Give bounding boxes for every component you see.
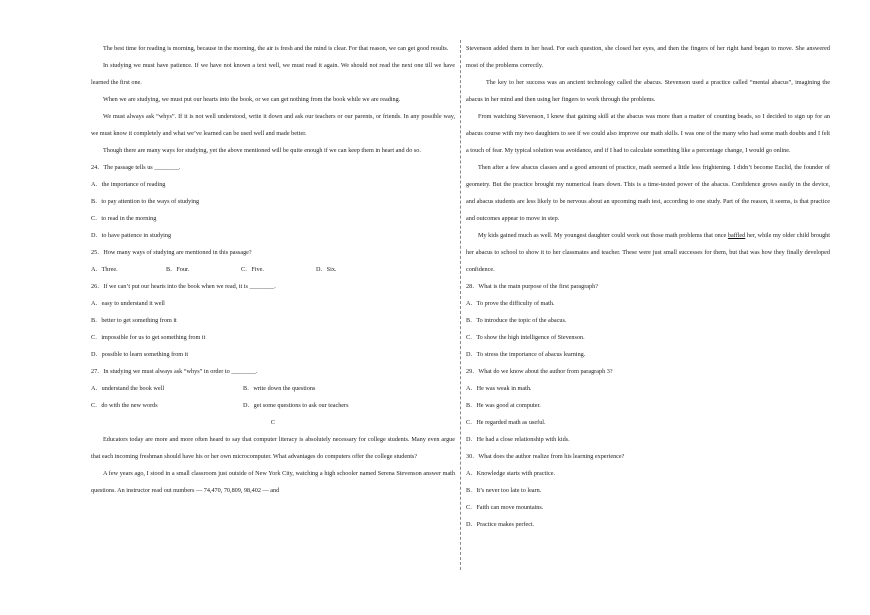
question-25-option-c: C．Five. bbox=[241, 266, 264, 273]
question-28-option-b: B．To introduce the topic of the abacus. bbox=[466, 317, 567, 324]
question-30-option-d: D．Practice makes perfect. bbox=[466, 521, 535, 528]
right-column bbox=[466, 40, 830, 533]
passage-paragraph: From watching Stevenson, I knew that gaining skill at the abacus was more than a matter of counting beads, so I decided to sign up for an abacus course with my two daughters to see if we could also improve our math skills. I was one of the many who had some math doubts and I felt a touch of fear. My typical solution was avoidance, and if I had to calculate something like a percentage change, I would go online. bbox=[466, 113, 830, 154]
question-29-option-c: C．He regarded math as useful. bbox=[466, 419, 546, 426]
question-28-option-d: D．To stress the importance of abacus learning. bbox=[466, 351, 586, 358]
question-24-option-d: D．to have patience in studying bbox=[91, 232, 172, 239]
passage-paragraph bbox=[466, 227, 830, 278]
question-24-stem: 24．The passage tells us ________. bbox=[91, 164, 181, 171]
question-29-option-d: D．He had a close relationship with kids. bbox=[466, 436, 570, 443]
paragraph-text: her, while my older child brought her abacus to school to show it to her classmates and teacher. These were just small successes for them, but that was how they finally developed confidence. bbox=[466, 232, 830, 273]
question-25-option-d: D．Six. bbox=[316, 266, 337, 273]
question-24-option-b: B．to pay attention to the ways of studying bbox=[91, 198, 200, 205]
question-26-option-b: B．better to get something from it bbox=[91, 317, 177, 324]
column-divider bbox=[460, 40, 461, 570]
passage-paragraph: The best time for reading is morning, because in the morning, the air is fresh and the mind is clear. For that reason, we can get good results. bbox=[103, 45, 449, 52]
question-26-option-d: D．possible to learn something from it bbox=[91, 351, 189, 358]
question-25-stem: 25．How many ways of studying are mentioned in this passage? bbox=[91, 249, 252, 256]
question-27-options-row-2 bbox=[91, 397, 455, 414]
question-25-option-b: B．Four. bbox=[166, 266, 190, 273]
question-24-option-c: C．to read in the morning bbox=[91, 215, 157, 222]
passage-paragraph: We must always ask “whys”. If it is not well understood, write it down and ask our teachers or our parents, or friends. In any possible way, we must know it completely and what we’ve learned can be used well and made better. bbox=[91, 113, 455, 137]
underlined-word: baffled bbox=[727, 232, 746, 239]
paragraph-text: My kids gained much as well. My youngest daughter could work out those math problems that once bbox=[478, 232, 728, 239]
question-25-option-a: A．Three. bbox=[91, 266, 118, 273]
section-heading: C bbox=[270, 419, 276, 426]
question-30-stem: 30．What does the author realize from his learning experience? bbox=[466, 453, 625, 460]
question-30-option-a: A．Knowledge starts with practice. bbox=[466, 470, 556, 477]
left-column bbox=[91, 40, 455, 499]
question-26-option-a: A．easy to understand it well bbox=[91, 300, 165, 307]
question-25-options bbox=[91, 261, 455, 278]
question-29-option-a: A．He was weak in math. bbox=[466, 385, 532, 392]
question-27-option-d: D．get some questions to ask our teachers bbox=[243, 402, 349, 409]
question-27-option-b: B．write down the questions bbox=[243, 385, 316, 392]
question-26-stem: 26．If we can’t put our hearts into the book when we read, it is ________. bbox=[91, 283, 276, 290]
passage-paragraph: Educators today are more and more often heard to say that computer literacy is absolutely necessary for college students. Many even argue that each incoming freshman should have his or her own microcomputer. What advantages do computers offer the college students? bbox=[91, 436, 455, 460]
passage-paragraph: The key to her success was an ancient technology called the abacus. Stevenson used a practice called “mental abacus”, imagining the abacus in her mind and then using her fingers to work through the problems. bbox=[466, 79, 830, 103]
passage-paragraph: When we are studying, we must put our hearts into the book, or we can get nothing from the book while we are reading. bbox=[103, 96, 401, 103]
question-30-option-c: C．Faith can move mountains. bbox=[466, 504, 544, 511]
question-27-options-row-1 bbox=[91, 380, 455, 397]
question-29-option-b: B．He was good at computer. bbox=[466, 402, 541, 409]
question-28-stem: 28．What is the main purpose of the first paragraph? bbox=[466, 283, 598, 290]
question-27-option-a: A．understand the book well bbox=[91, 385, 165, 392]
passage-paragraph: In studying we must have patience. If we have not known a text well, we must read it again. We should not read the next one till we have learned the first one. bbox=[91, 62, 455, 86]
question-30-option-b: B．It’s never too late to learn. bbox=[466, 487, 542, 494]
passage-paragraph: Stevenson added them in her head. For each question, she closed her eyes, and then the fingers of her right hand began to move. She answered most of the problems correctly. bbox=[466, 45, 830, 69]
passage-paragraph: Though there are many ways for studying, yet the above mentioned will be quite enough if we can keep them in heart and do so. bbox=[103, 147, 421, 154]
passage-paragraph: A few years ago, I stood in a small classroom just outside of New York City, watching a high schooler named Serena Stevenson answer math questions. An instructor read out numbers — 74,470, 70,809, 98,402 — and bbox=[91, 470, 455, 494]
question-28-option-a: A．To prove the difficulty of math. bbox=[466, 300, 555, 307]
question-26-option-c: C．impossible for us to get something from it bbox=[91, 334, 206, 341]
question-28-option-c: C．To show the high intelligence of Stevenson. bbox=[466, 334, 585, 341]
question-27-stem: 27．In studying we must always ask “whys” in order to ________. bbox=[91, 368, 258, 375]
passage-paragraph: Then after a few abacus classes and a good amount of practice, math seemed a little less frightening. I didn’t become Euclid, the founder of geometry. But the practice brought my numerical fears down. This is a time-tested power of the abacus. Confidence grows easily in the device, and abacus students are less likely to be nervous about an upcoming math test, according to one study. Part of the reason, it seems, is that practice and outcomes appear to move in step. bbox=[466, 164, 830, 222]
question-29-stem: 29．What do we know about the author from paragraph 3? bbox=[466, 368, 613, 375]
question-24-option-a: A．the importance of reading bbox=[91, 181, 166, 188]
question-27-option-c: C．do with the new words bbox=[91, 402, 158, 409]
